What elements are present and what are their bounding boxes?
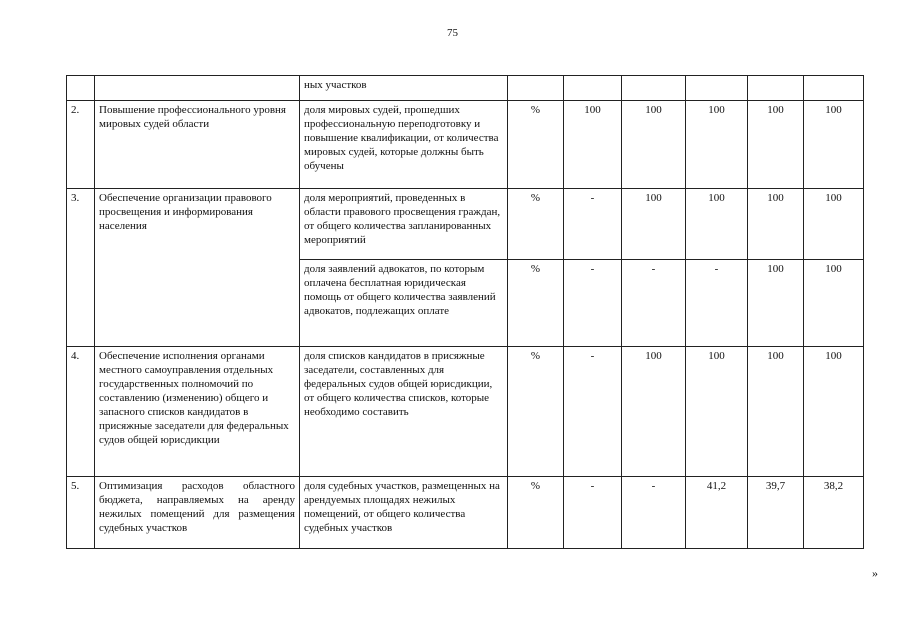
value-cell: 100 — [622, 347, 686, 477]
row-number: 3. — [67, 189, 95, 347]
indicator-cell: доля мероприятий, проведенных в области правового просвещения граждан, от общего количества запланированных мероприятий — [300, 189, 508, 260]
indicator-cell: доля списков кандидатов в присяжные заседатели, составленных для федеральных судов общей юрисдикции, от общего количества списков, которые необходимо составить — [300, 347, 508, 477]
table-row — [67, 477, 864, 549]
value-cell — [804, 76, 864, 101]
value-cell: 100 — [748, 101, 804, 189]
value-cell: - — [564, 347, 622, 477]
unit-cell: % — [508, 101, 564, 189]
unit-cell: % — [508, 477, 564, 549]
value-cell: 41,2 — [686, 477, 748, 549]
value-cell: 100 — [804, 189, 864, 260]
page-number: 75 — [447, 27, 458, 39]
value-cell: - — [622, 260, 686, 347]
value-cell: 100 — [804, 101, 864, 189]
table-row — [67, 347, 864, 477]
unit-cell: % — [508, 189, 564, 260]
value-cell: 100 — [686, 347, 748, 477]
closing-quote: » — [872, 566, 878, 580]
value-cell: 39,7 — [748, 477, 804, 549]
value-cell: 100 — [804, 347, 864, 477]
value-cell — [564, 76, 622, 101]
row-number: 5. — [67, 477, 95, 549]
value-cell: 100 — [686, 189, 748, 260]
table-row — [67, 101, 864, 189]
indicators-table — [66, 75, 864, 549]
value-cell: - — [564, 189, 622, 260]
value-cell — [748, 76, 804, 101]
value-cell: 100 — [748, 260, 804, 347]
task-cell: Обеспечение организации правового просвещения и информирования населения — [95, 189, 300, 347]
indicator-cell: доля мировых судей, прошедших профессиональную переподготовку и повышение квалификации, от количества мировых судей, которые должны быть обучены — [300, 101, 508, 189]
value-cell: - — [622, 477, 686, 549]
value-cell: - — [564, 477, 622, 549]
indicator-cell: доля заявлений адвокатов, по которым оплачена бесплатная юридическая помощь от общего количества заявлений адвокатов, подлежащих оплате — [300, 260, 508, 347]
task-cell — [95, 76, 300, 101]
task-cell: Оптимизация расходов областного бюджета, направляемых на аренду нежилых помещений для размещения судебных участков — [95, 477, 300, 549]
value-cell: 100 — [748, 189, 804, 260]
value-cell: 100 — [748, 347, 804, 477]
task-cell: Обеспечение исполнения органами местного самоуправления отдельных государственных полномочий по составлению (изменению) общего и запасного списков кандидатов в присяжные заседатели для федеральных судов общей юрисдикции — [95, 347, 300, 477]
row-number — [67, 76, 95, 101]
row-number: 2. — [67, 101, 95, 189]
value-cell: 100 — [622, 189, 686, 260]
table-row — [67, 76, 864, 101]
value-cell: 38,2 — [804, 477, 864, 549]
value-cell: 100 — [804, 260, 864, 347]
value-cell: - — [564, 260, 622, 347]
value-cell — [622, 76, 686, 101]
unit-cell: % — [508, 260, 564, 347]
task-cell: Повышение профессионального уровня мировых судей области — [95, 101, 300, 189]
value-cell: - — [686, 260, 748, 347]
value-cell: 100 — [564, 101, 622, 189]
indicator-cell: доля судебных участков, размещенных на арендуемых площадях нежилых помещений, от общего количества судебных участков — [300, 477, 508, 549]
table-row — [67, 189, 864, 260]
unit-cell — [508, 76, 564, 101]
value-cell: 100 — [622, 101, 686, 189]
value-cell — [686, 76, 748, 101]
row-number: 4. — [67, 347, 95, 477]
indicator-cell: ных участков — [300, 76, 508, 101]
value-cell: 100 — [686, 101, 748, 189]
unit-cell: % — [508, 347, 564, 477]
